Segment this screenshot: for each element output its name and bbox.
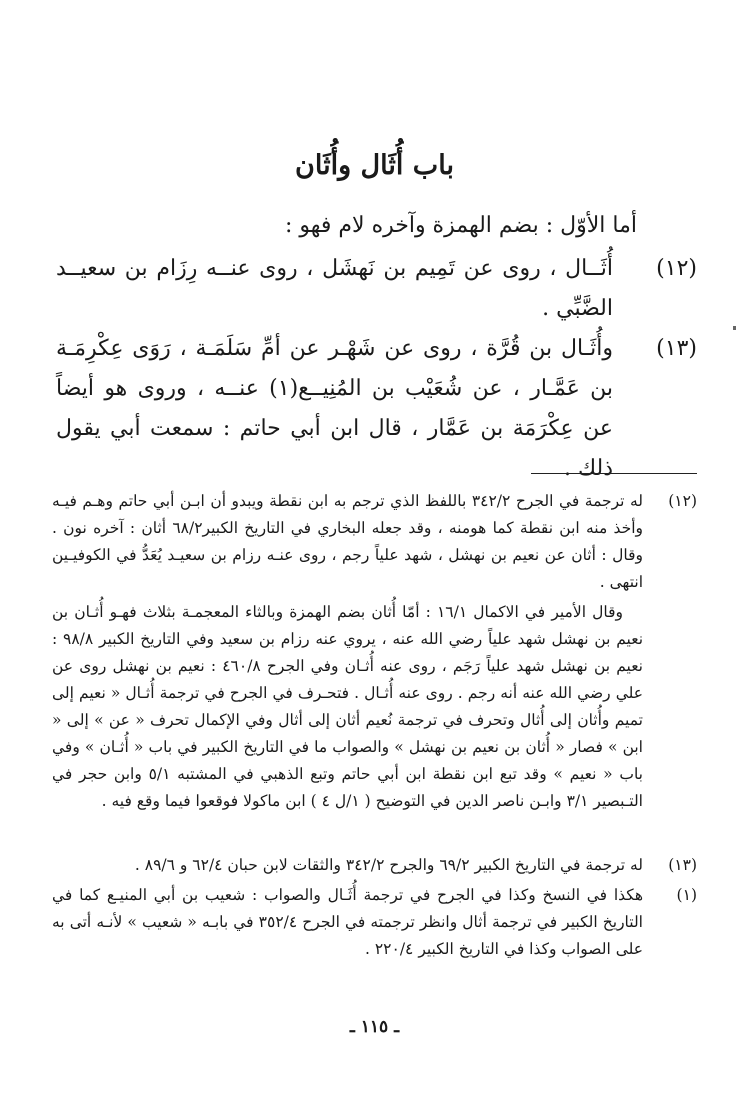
- page-number: ـ ١١٥ ـ: [349, 1017, 400, 1037]
- entry-number: (١٣): [656, 336, 697, 361]
- footnote-paragraph: له ترجمة في التاريخ الكبير ٦٩/٢ والجرح ٣٤٢/٢ والثقات لابن حبان ٦٢/٤ و ٨٩/٦ .: [134, 856, 643, 874]
- footnote-number: (١٣): [668, 856, 697, 874]
- entry-text: وأُثَـال بن قُرَّة ، روى عن شَهْـر عن أمِّ سَلَمَـة ، رَوَى عِكْرِمَـة بن عَمَّـار ، عن شُعَيْب بن المُنِيــع(١) عنــه ، وروى هو أيضاً عن عِكْرَمَة بن عَمَّار ، قال ابن أبي حاتم : سمعت أبي يقول ذلك .: [56, 336, 613, 481]
- footnote-paragraph: هكذا في النسخ وكذا في الجرح في ترجمة أُثَـال والصواب : شعيب بن أبي المنيـع كما في التاريخ الكبير في ترجمة أثال وانظر ترجمته في الجرح ٣٥٢/٤ في بابـه « شعيب » لأنـه أتى به على الصواب وكذا في التاريخ الكبير ٢٢٠/٤ .: [52, 886, 643, 958]
- entry-12: [56, 249, 697, 329]
- footnote-body: [52, 852, 643, 879]
- entry-text: أُثَــال ، روى عن تَمِيم بن نَهشَل ، روى عنــه رِزَام بن سعيــد الضَّبِّي .: [56, 256, 613, 321]
- footnote-body: [52, 882, 643, 963]
- footnote-12: [52, 488, 697, 818]
- footnote-number: (١٢): [668, 492, 697, 510]
- entry-13: [56, 329, 697, 489]
- footnote-1: [52, 882, 697, 966]
- chapter-title: باب أُثَال وأُثَان: [295, 150, 454, 181]
- footnote-body: [52, 488, 643, 815]
- intro-line: أما الأوّل : بضم الهمزة وآخره لام فهو :: [284, 213, 637, 238]
- footnote-paragraph: له ترجمة في الجرح ٣٤٢/٢ باللفظ الذي ترجم به ابن نقطة ويبدو أن ابـن أبي حاتم وهـم فيـه وأخذ منه ابن نقطة كما هومنه ، وقد جعله البخاري في التاريخ الكبير٦٨/٢ أثان : آخره نون . وقال : أثان عن نعيم بن نهشل ، شهد علياً رجم ، روى عنـه رزام بن سعيـد يُعَدُّ في الكوفيـين انتهى .: [52, 492, 644, 591]
- scan-speck: [733, 326, 736, 330]
- footnote-separator: [531, 473, 697, 474]
- footnote-number: (١): [676, 886, 697, 904]
- footnote-13: [52, 852, 697, 882]
- entry-number: (١٢): [656, 256, 697, 281]
- footnote-paragraph: وقال الأمير في الاكمال ١٦/١ : أمّا أُثان بضم الهمزة وبالثاء المعجمـة بثلاث فهـو أُثـان بن نعيم بن نهشل شهد علياً رضي الله عنه ، يروي عنه رزام بن سعيد وفي التاريخ الكبير ٩٨/٨ : نعيم بن نهشل شهد علياً رَجَم ، روى عنه أُثـان وفي الجرح ٤٦٠/٨ : نعيم بن نهشل روى عن علي رضي الله عنه أنه رجم . روى عنه أُثـال . فتحـرف في الجرح في ترجمة أُثـال « نعيم إلى تميم وأُثان إلى أُثال وتحرف في ترجمة نُعيم أثان إلى أثال وفي الإكمال تحرف « عن » إلى « ابن » فصار « أُثان بن نعيم بن نهشل » والصواب ما في التاريخ الكبير في باب « أُثـان » وفي باب « نعيم » وقد تبع ابن نقطة ابن أبي حاتم وتبع الذهبي في المشتبه ٥/١ وابن حجر في التـبصير ٣/١ وابـن ناصر الدين في التوضيح ( ١/ل ٤ ) ابن ماكولا فوقعوا فيما وقع فيه .: [52, 603, 644, 810]
